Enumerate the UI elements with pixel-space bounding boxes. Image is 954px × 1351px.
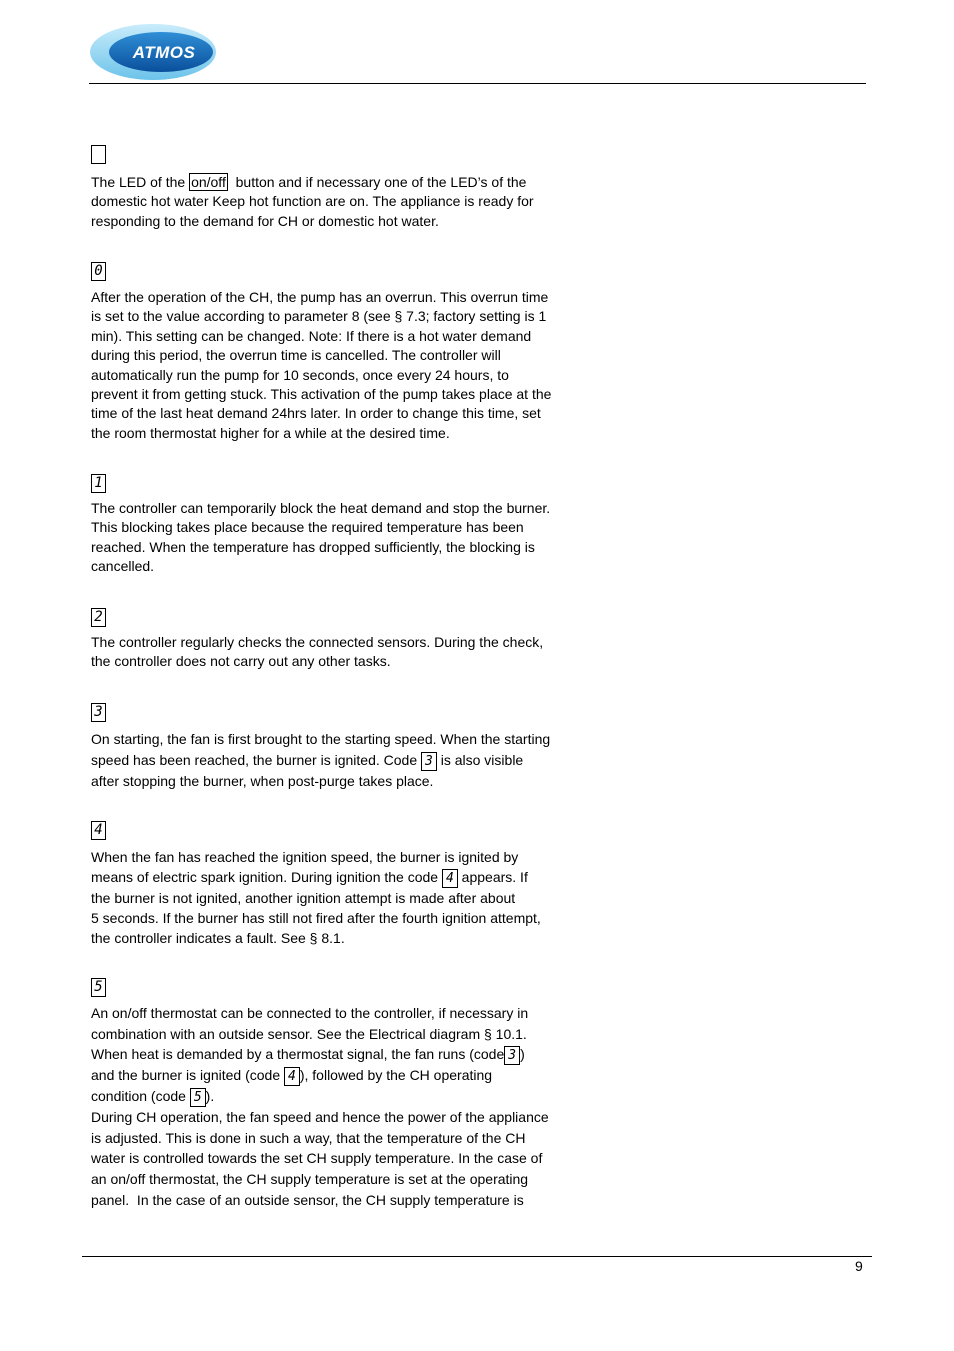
text-line xyxy=(91,1003,551,1024)
status-code-box: 0 xyxy=(91,262,106,281)
text-line xyxy=(91,1024,551,1045)
text-line xyxy=(91,652,551,671)
text-line xyxy=(91,404,551,423)
text-line xyxy=(91,212,551,231)
text-segment: appears. If xyxy=(457,869,528,885)
text-segment: time of the last heat demand 24hrs later. In order to change this time, set xyxy=(91,405,541,422)
inline-status-code: 3 xyxy=(504,1046,520,1065)
text-line xyxy=(91,538,551,557)
text-segment: An on/off thermostat can be connected to the controller, if necessary in xyxy=(91,1005,529,1021)
text-line xyxy=(91,1086,551,1107)
text-segment: the room thermostat higher for a while at the desired time. xyxy=(91,424,450,441)
status-code-box: 3 xyxy=(91,703,106,722)
text-segment: When the fan has reached the ignition speed, the burner is ignited by xyxy=(91,849,519,865)
status-code-box: 2 xyxy=(91,608,106,627)
on-off-button-label: on/off xyxy=(191,174,226,190)
text-segment: panel. In the case of an outside sensor, the CH supply temperature is xyxy=(91,1191,524,1208)
text-segment: automatically run the pump for 10 seconds, once every 24 hours, to xyxy=(91,366,509,383)
text-segment: 5 seconds. If the burner has still not fired after the fourth ignition attempt, xyxy=(91,910,541,926)
text-line xyxy=(91,518,551,537)
text-segment: When heat is demanded by a thermostat signal, the fan runs (code xyxy=(91,1046,505,1063)
text-segment: water is controlled towards the set CH supply temperature. In the case of xyxy=(91,1150,543,1167)
text-segment: after stopping the burner, when post-purge takes place. xyxy=(91,773,434,789)
text-line xyxy=(91,1107,551,1128)
text-segment: button and if necessary one of the LED’s of the xyxy=(227,174,527,190)
atmos-logo-text: ATMOS xyxy=(132,43,196,62)
text-segment: condition (code xyxy=(91,1088,190,1105)
atmos-logo xyxy=(89,22,219,82)
status-code-box: 5 xyxy=(91,978,106,997)
text-line xyxy=(91,847,551,867)
status-description xyxy=(91,288,551,443)
text-line xyxy=(91,327,551,346)
text-line xyxy=(91,888,551,908)
text-segment: ). xyxy=(205,1088,215,1105)
status-code-box xyxy=(91,145,106,164)
text-segment: ) xyxy=(520,1046,525,1063)
text-line xyxy=(91,750,551,771)
text-line xyxy=(91,1065,551,1086)
text-line xyxy=(91,385,551,404)
inline-status-code: 5 xyxy=(190,1088,206,1107)
text-segment: means of electric spark ignition. During ignition the code xyxy=(91,869,442,885)
text-segment: combination with an outside sensor. See the Electrical diagram § 10.1. xyxy=(91,1025,527,1042)
text-segment: the controller does not carry out any other tasks. xyxy=(91,653,391,670)
status-code-box: 1 xyxy=(91,474,106,493)
text-line xyxy=(91,499,551,518)
text-line xyxy=(91,633,551,652)
text-line xyxy=(91,557,551,576)
text-line xyxy=(91,307,551,326)
text-segment: is also visible xyxy=(436,752,524,768)
text-line xyxy=(91,192,551,211)
text-segment: cancelled. xyxy=(91,558,155,575)
text-line xyxy=(91,288,551,307)
text-line xyxy=(91,424,551,443)
text-segment: After the operation of the CH, the pump has an overrun. This overrun time xyxy=(91,289,549,305)
inline-status-code: 4 xyxy=(442,869,458,888)
status-description xyxy=(91,633,551,672)
text-segment: On starting, the fan is first brought to the starting speed. When the starting xyxy=(91,731,551,747)
text-segment: is adjusted. This is done in such a way, that the temperature of the CH xyxy=(91,1129,526,1146)
text-line xyxy=(91,173,551,192)
text-segment: the controller indicates a fault. See § 8.1. xyxy=(91,930,345,946)
text-line xyxy=(91,346,551,365)
text-segment: speed has been reached, the burner is ignited. Code xyxy=(91,752,422,768)
text-segment: This blocking takes place because the required temperature has been xyxy=(91,519,524,536)
text-segment: During CH operation, the fan speed and hence the power of the appliance xyxy=(91,1109,549,1126)
text-line xyxy=(91,1190,551,1211)
status-code-box: 4 xyxy=(91,821,106,840)
text-segment: responding to the demand for CH or domestic hot water. xyxy=(91,212,439,229)
text-segment: ), followed by the CH operating xyxy=(299,1067,493,1084)
footer-rule xyxy=(82,1256,872,1257)
status-description xyxy=(91,173,551,231)
text-segment: prevent it from getting stuck. This activation of the pump takes place at the xyxy=(91,386,552,403)
text-segment: reached. When the temperature has dropped sufficiently, the blocking is xyxy=(91,538,535,555)
text-line xyxy=(91,771,551,792)
text-segment: min). This setting can be changed. Note: If there is a hot water demand xyxy=(91,327,532,344)
text-segment: The LED of the xyxy=(91,174,190,190)
text-line xyxy=(91,366,551,385)
inline-status-code: 3 xyxy=(421,752,437,771)
text-segment: domestic hot water Keep hot function are on. The appliance is ready for xyxy=(91,193,534,210)
status-description xyxy=(91,729,551,792)
text-segment: and the burner is ignited (code xyxy=(91,1067,285,1084)
text-line xyxy=(91,1169,551,1190)
text-segment: is set to the value according to parameter 8 (see § 7.3; factory setting is 1 xyxy=(91,308,547,325)
page-number: 9 xyxy=(855,1258,863,1274)
text-line xyxy=(91,729,551,750)
text-segment: an on/off thermostat, the CH supply temperature is set at the operating xyxy=(91,1170,529,1187)
text-line xyxy=(91,1128,551,1149)
text-segment: the burner is not ignited, another ignition attempt is made after about xyxy=(91,890,516,906)
status-description xyxy=(91,499,551,577)
text-line xyxy=(91,867,551,888)
text-line xyxy=(91,1148,551,1169)
inline-status-code: 4 xyxy=(284,1067,300,1086)
text-line xyxy=(91,1044,551,1065)
text-line xyxy=(91,928,551,948)
header-rule xyxy=(89,83,866,84)
text-segment: during this period, the overrun time is cancelled. The controller will xyxy=(91,347,501,364)
text-line xyxy=(91,908,551,928)
status-description xyxy=(91,1003,551,1210)
status-description xyxy=(91,847,551,948)
text-segment: The controller regularly checks the connected sensors. During the check, xyxy=(91,634,544,650)
text-segment: The controller can temporarily block the heat demand and stop the burner. xyxy=(91,500,551,516)
